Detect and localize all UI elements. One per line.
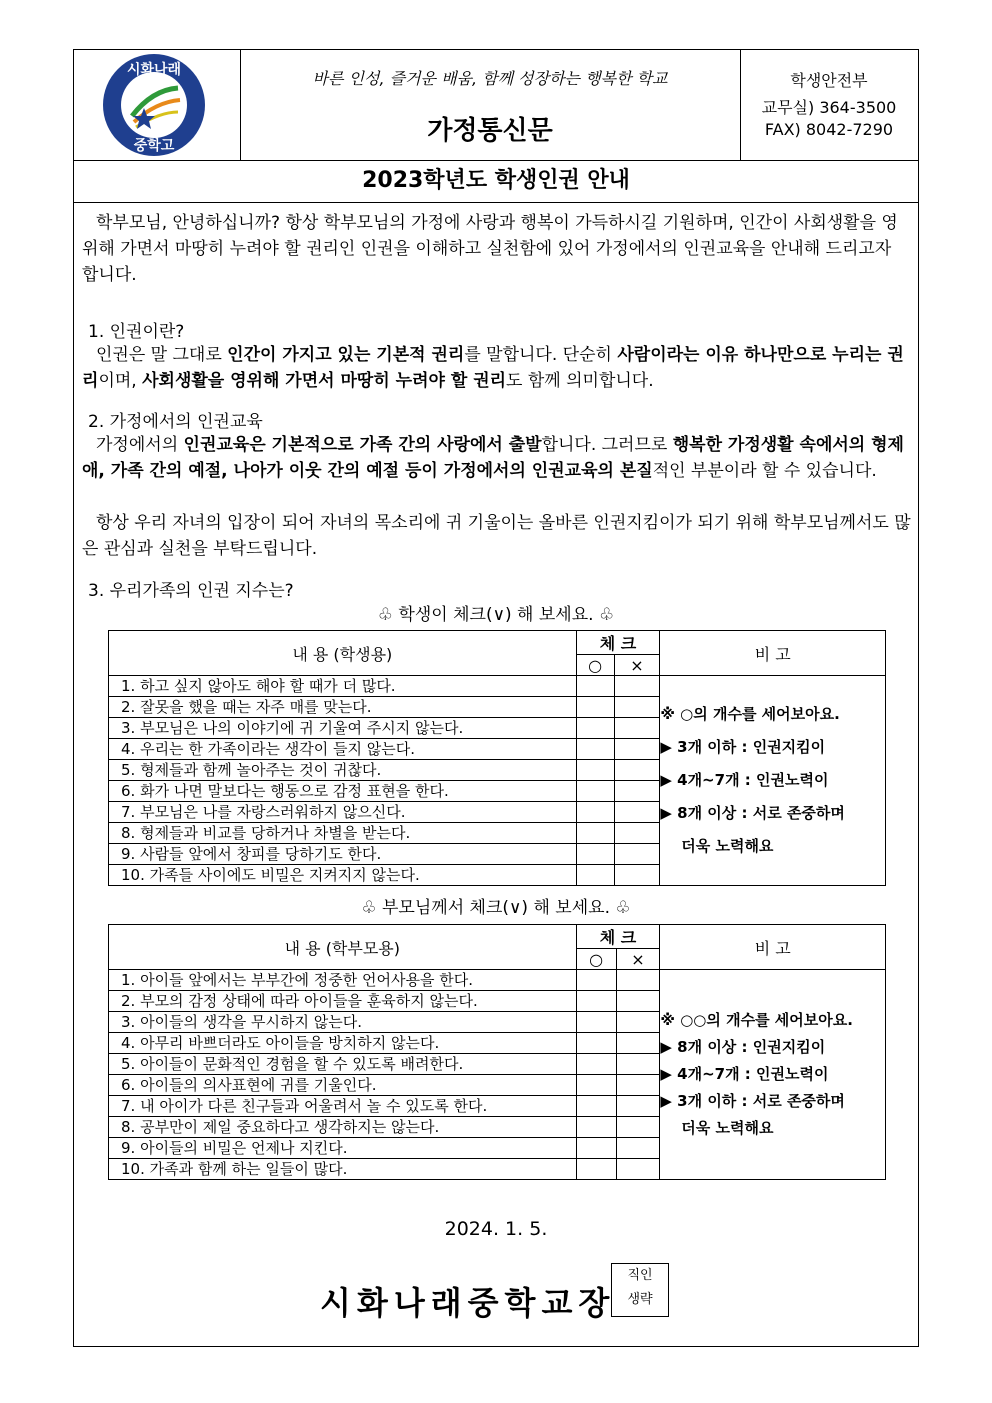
section1-text-3: 이며, <box>98 371 143 391</box>
logo-cell <box>74 50 241 160</box>
department: 학생안전부 <box>790 71 868 90</box>
seal-line-1: 직인 <box>627 1268 653 1283</box>
parent-note-line-3: ▶ 4개~7개 : 인권노력이 <box>660 1065 829 1083</box>
student-item-6: 6. 화가 나면 말보다는 행동으로 감정 표현을 한다. <box>109 781 577 802</box>
parent-col-content: 내 용 (학부모용) <box>109 925 577 970</box>
issue-date: 2024. 1. 5. <box>444 1218 548 1240</box>
parent-item-2: 2. 부모의 감정 상태에 따라 아이들을 훈육하지 않는다. <box>109 991 577 1012</box>
section2-text-3: 적인 부분이라 할 수 있습니다. <box>652 461 877 481</box>
parent-item-6: 6. 아이들의 의사표현에 귀를 기울인다. <box>109 1075 577 1096</box>
parent-check-o-5[interactable] <box>576 1054 616 1075</box>
section1-paragraph <box>82 342 912 394</box>
header-contact <box>740 50 918 160</box>
student-check-x-2[interactable] <box>614 697 660 718</box>
section2-text-1: 가정에서의 <box>96 435 184 455</box>
parent-note-line-5: 더욱 노력해요 <box>660 1119 774 1137</box>
section2-paragraph <box>82 432 912 484</box>
student-check-o-1[interactable] <box>576 676 614 697</box>
student-note <box>660 676 886 886</box>
parent-check-x-9[interactable] <box>616 1138 660 1159</box>
parent-check-o-3[interactable] <box>576 1012 616 1033</box>
parent-check-x-10[interactable] <box>616 1159 660 1180</box>
parent-check-o-7[interactable] <box>576 1096 616 1117</box>
student-check-x-8[interactable] <box>614 823 660 844</box>
parent-check-o-2[interactable] <box>576 991 616 1012</box>
fax-number: FAX) 8042-7290 <box>764 120 894 139</box>
student-check-o-2[interactable] <box>576 697 614 718</box>
school-logo <box>74 50 240 160</box>
student-item-3: 3. 부모님은 나의 이야기에 귀 기울여 주시지 않는다. <box>109 718 577 739</box>
parent-check-o-9[interactable] <box>576 1138 616 1159</box>
parent-note-line-2: ▶ 8개 이상 : 인권지킴이 <box>660 1038 826 1056</box>
student-check-o-5[interactable] <box>576 760 614 781</box>
section1-bold-2: 사람이라는 이유 하나만으로 누리는 권리 <box>82 345 904 391</box>
section1-heading: 1. 인권이란? <box>88 322 185 342</box>
parent-note <box>660 970 886 1180</box>
parent-item-8: 8. 공부만이 제일 중요하다고 생각하지는 않는다. <box>109 1117 577 1138</box>
section1-text-4: 도 함께 의미합니다. <box>506 371 654 391</box>
section2-paragraph-2: 항상 우리 자녀의 입장이 되어 자녀의 목소리에 귀 기울이는 올바른 인권지킴이가 되기 위해 학부모님께서도 많은 관심과 실천을 부탁드립니다. <box>82 513 911 559</box>
section1-text-1: 인권은 말 그대로 <box>96 345 228 365</box>
section2-bold-2: 행복한 가정생활 속에서의 형제애, 가족 간의 예절, 나아가 이웃 간의 예절 등이 가정에서의 인권교육의 본질 <box>82 435 904 481</box>
logo-text-top: 시화나래 <box>126 62 182 78</box>
student-item-4: 4. 우리는 한 가족이라는 생각이 들지 않는다. <box>109 739 577 760</box>
parent-col-o: ○ <box>576 949 616 970</box>
parent-check-x-5[interactable] <box>616 1054 660 1075</box>
parent-check-prompt: ♧ 부모님께서 체크(∨) 해 보세요. ♧ <box>361 898 631 918</box>
parent-check-o-8[interactable] <box>576 1117 616 1138</box>
parent-col-x: × <box>616 949 660 970</box>
student-checklist-table <box>108 630 886 886</box>
parent-item-1: 1. 아이들 앞에서는 부부간에 정중한 언어사용을 한다. <box>109 970 577 991</box>
page-title: 2023학년도 학생인권 안내 <box>74 160 918 203</box>
student-item-5: 5. 형제들과 함께 놀아주는 것이 귀찮다. <box>109 760 577 781</box>
student-item-7: 7. 부모님은 나를 자랑스러워하지 않으신다. <box>109 802 577 823</box>
logo-text-bottom: 중학고 <box>133 138 175 154</box>
student-item-8: 8. 형제들과 비교를 당하거나 차별을 받는다. <box>109 823 577 844</box>
parent-item-3: 3. 아이들의 생각을 무시하지 않는다. <box>109 1012 577 1033</box>
student-check-o-3[interactable] <box>576 718 614 739</box>
student-item-2: 2. 잘못을 했을 때는 자주 매를 맞는다. <box>109 697 577 718</box>
school-motto: 바른 인성, 즐거운 배움, 함께 성장하는 행복한 학교 <box>312 69 668 88</box>
student-check-o-9[interactable] <box>576 844 614 865</box>
parent-check-x-6[interactable] <box>616 1075 660 1096</box>
student-col-note: 비 고 <box>660 631 886 676</box>
parent-check-o-1[interactable] <box>576 970 616 991</box>
section1-bold-1: 인간이 가지고 있는 기본적 권리 <box>227 345 465 365</box>
parent-check-x-3[interactable] <box>616 1012 660 1033</box>
phone-number: 교무실) 364-3500 <box>761 98 897 117</box>
student-note-line-2: ▶ 3개 이하 : 인권지킴이 <box>660 738 826 756</box>
parent-check-o-6[interactable] <box>576 1075 616 1096</box>
principal-name: 시화나래중학교장 <box>320 1284 616 1322</box>
section1-bold-3: 사회생활을 영위해 가면서 마땅히 누려야 할 권리 <box>142 371 507 391</box>
parent-item-10: 10. 가족과 함께 하는 일들이 많다. <box>109 1159 577 1180</box>
student-check-o-8[interactable] <box>576 823 614 844</box>
parent-item-5: 5. 아이들이 문화적인 경험을 할 수 있도록 배려한다. <box>109 1054 577 1075</box>
student-check-prompt: ♧ 학생이 체크(∨) 해 보세요. ♧ <box>377 605 615 625</box>
section3-heading: 3. 우리가족의 인권 지수는? <box>88 581 294 601</box>
parent-check-x-2[interactable] <box>616 991 660 1012</box>
parent-check-o-10[interactable] <box>576 1159 616 1180</box>
student-note-line-4: ▶ 8개 이상 : 서로 존중하며 <box>660 804 845 822</box>
student-check-x-5[interactable] <box>614 760 660 781</box>
student-check-x-10[interactable] <box>614 865 660 886</box>
section2-bold-1: 인권교육은 기본적으로 가족 간의 사랑에서 출발 <box>183 435 542 455</box>
intro-paragraph: 학부모님, 안녕하십니까? 항상 학부모님의 가정에 사랑과 행복이 가득하시길 기원하며, 인간이 사회생활을 영위해 가면서 마땅히 누려야 할 권리인 인권을 이해하고 실천함에 있어 가정에서의 인권교육을 안내해 드리고자 합니다. <box>82 213 898 285</box>
student-note-line-1: ※ ○의 개수를 세어보아요. <box>660 705 840 723</box>
section2-heading: 2. 가정에서의 인권교육 <box>88 412 263 432</box>
parent-col-note: 비 고 <box>660 925 886 970</box>
student-item-10: 10. 가족들 사이에도 비밀은 지켜지지 않는다. <box>109 865 577 886</box>
student-col-x: × <box>614 655 660 676</box>
student-check-x-9[interactable] <box>614 844 660 865</box>
student-col-o: ○ <box>576 655 614 676</box>
section1-text-2: 를 말합니다. 단순히 <box>464 345 618 365</box>
student-check-x-3[interactable] <box>614 718 660 739</box>
parent-item-7: 7. 내 아이가 다른 친구들과 어울려서 놀 수 있도록 한다. <box>109 1096 577 1117</box>
parent-check-o-4[interactable] <box>576 1033 616 1054</box>
parent-check-x-1[interactable] <box>616 970 660 991</box>
parent-item-4: 4. 아무리 바쁘더라도 아이들을 방치하지 않는다. <box>109 1033 577 1054</box>
student-check-x-1[interactable] <box>614 676 660 697</box>
student-note-line-5: 더욱 노력해요 <box>660 837 774 855</box>
newsletter-name: 가정통신문 <box>427 116 553 146</box>
student-check-o-6[interactable] <box>576 781 614 802</box>
student-check-x-6[interactable] <box>614 781 660 802</box>
student-check-x-7[interactable] <box>614 802 660 823</box>
parent-note-line-4: ▶ 3개 이하 : 서로 존중하며 <box>660 1092 845 1110</box>
header <box>74 50 918 161</box>
student-check-o-4[interactable] <box>576 739 614 760</box>
parent-note-line-1: ※ ○○의 개수를 세어보아요. <box>660 1011 853 1029</box>
header-center <box>240 50 741 160</box>
student-check-o-7[interactable] <box>576 802 614 823</box>
parent-item-9: 9. 아이들의 비밀은 언제나 지킨다. <box>109 1138 577 1159</box>
newsletter-frame <box>73 49 919 1347</box>
student-item-9: 9. 사람들 앞에서 창피를 당하기도 한다. <box>109 844 577 865</box>
student-check-o-10[interactable] <box>576 865 614 886</box>
official-seal <box>611 1263 669 1317</box>
section2-text-2: 합니다. 그러므로 <box>541 435 673 455</box>
parent-check-x-7[interactable] <box>616 1096 660 1117</box>
parent-col-check: 체 크 <box>576 925 660 949</box>
student-check-x-4[interactable] <box>614 739 660 760</box>
student-col-check: 체 크 <box>576 631 660 655</box>
parent-checklist-table <box>108 924 886 1180</box>
student-note-line-3: ▶ 4개~7개 : 인권노력이 <box>660 771 829 789</box>
parent-check-x-8[interactable] <box>616 1117 660 1138</box>
parent-check-x-4[interactable] <box>616 1033 660 1054</box>
seal-line-2: 생략 <box>627 1292 653 1307</box>
student-col-content: 내 용 (학생용) <box>109 631 577 676</box>
student-item-1: 1. 하고 싶지 않아도 해야 할 때가 더 많다. <box>109 676 577 697</box>
